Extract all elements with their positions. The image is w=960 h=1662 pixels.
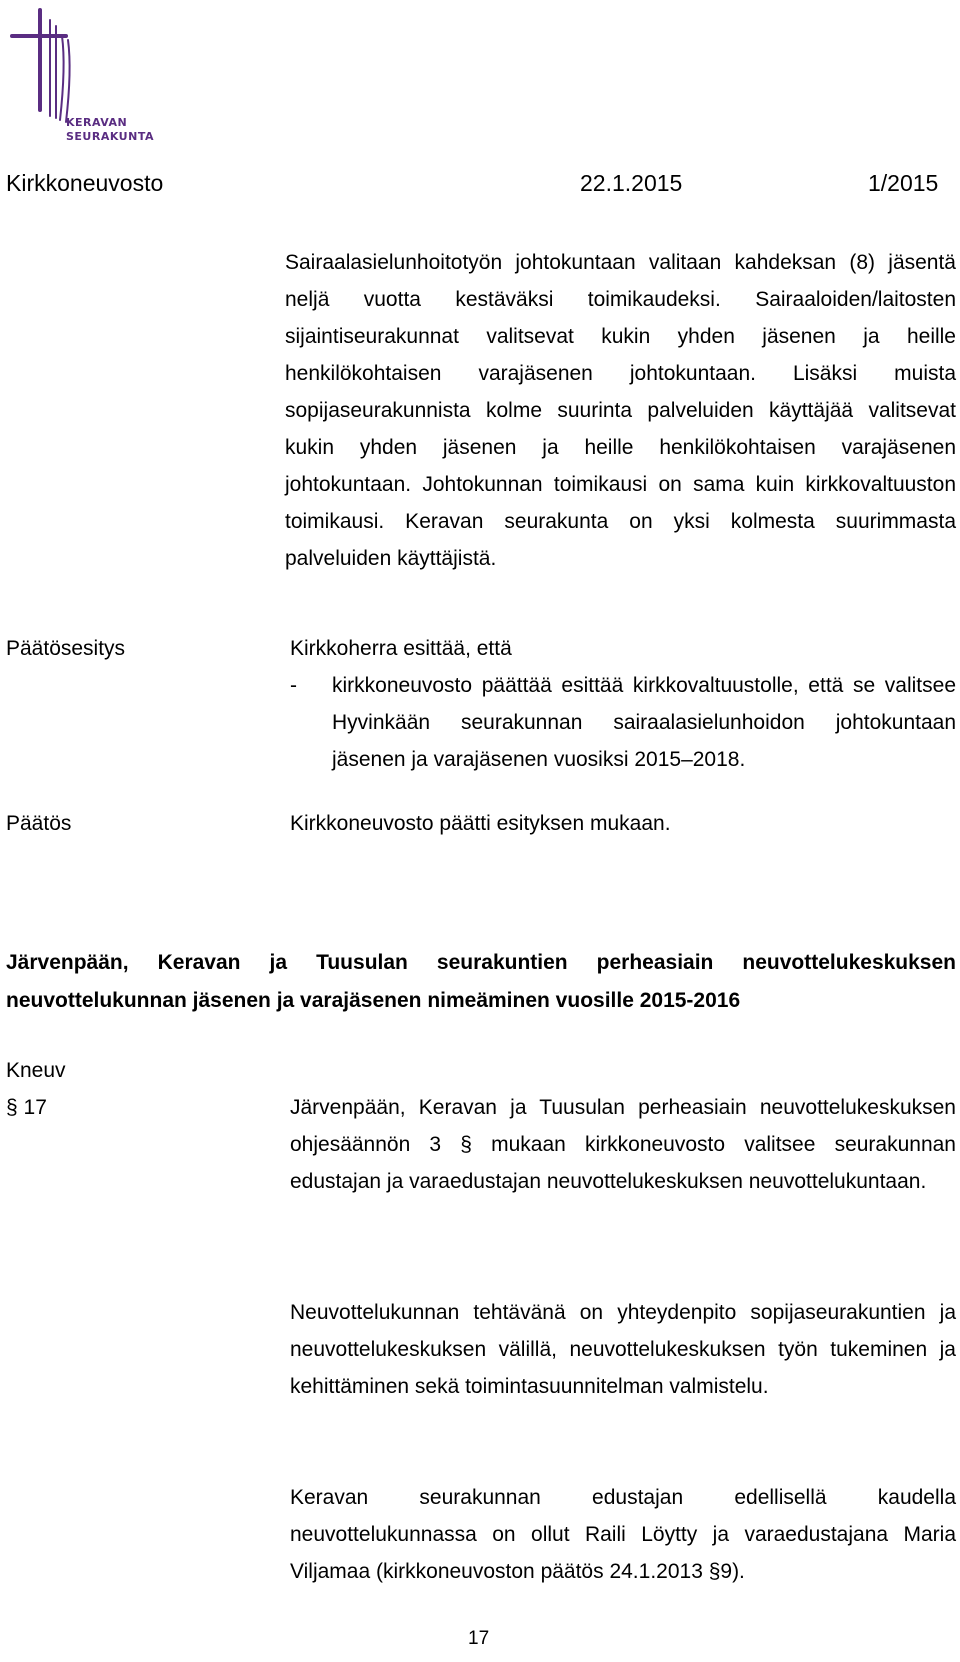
- page-number: 17: [468, 1628, 490, 1649]
- header-date: 22.1.2015: [580, 170, 683, 196]
- paragraph-2: Neuvottelukunnan tehtävänä on yhteydenpito sopijaseurakuntien ja neuvottelukeskuksen välillä, neuvottelukeskuksen työn tukeminen ja kehittäminen sekä toimintasuunnitelman valmistelu.: [290, 1301, 956, 1398]
- proposal-label: Päätösesitys: [6, 637, 126, 660]
- paragraph-3: Keravan seurakunnan edustajan edellisellä kaudella neuvottelukunnassa on ollut Raili Löytty ja varaedustajana Maria Viljamaa (kirkkoneuvoston päätös 24.1.2013 §9).: [290, 1486, 956, 1583]
- header-title: Kirkkoneuvosto: [6, 170, 164, 196]
- decision-text: Kirkkoneuvosto päätti esityksen mukaan.: [290, 812, 671, 835]
- paragraph-1: Järvenpään, Keravan ja Tuusulan perheasiain neuvottelukeskuksen ohjesäännön 3 § mukaan kirkkoneuvosto valitsee seurakunnan edustajan ja varaedustajan neuvottelukeskuksen neuvottelukuntaan.: [290, 1096, 956, 1193]
- logo-line-1: KERAVAN: [66, 116, 128, 129]
- decision-label: Päätös: [6, 812, 72, 835]
- proposal-intro: Kirkkoherra esittää, että: [290, 637, 512, 660]
- section-body-ref: Kneuv: [6, 1059, 66, 1082]
- section-title: Järvenpään, Keravan ja Tuusulan seurakuntien perheasiain neuvottelukeskuksen neuvottelukunnan jäsenen ja varajäsenen nimeäminen vuosille 2015-2016: [6, 951, 956, 1012]
- section-paragraph-ref: § 17: [6, 1096, 47, 1119]
- logo-line-2: SEURAKUNTA: [66, 130, 154, 143]
- parish-logo-text: [66, 116, 154, 144]
- header-number: 1/2015: [868, 170, 939, 196]
- proposal-item-text: kirkkoneuvosto päättää esittää kirkkovaltuustolle, että se valitsee Hyvinkään seurakunnan sairaalasielunhoidon johtokuntaan jäsenen ja varajäsenen vuosiksi 2015–2018.: [332, 674, 956, 771]
- intro-text: Sairaalasielunhoitotyön johtokuntaan valitaan kahdeksan (8) jäsentä neljä vuotta kestäväksi toimikaudeksi. Sairaaloiden/laitosten sijaintiseurakunnat valitsevat kukin yhden jäsenen ja heille henkilökohtaisen varajäsenen johtokuntaan. Lisäksi muista sopijaseurakunnista kolme suurinta palveluiden käyttäjää valitsevat kukin yhden jäsenen ja heille henkilökohtaisen varajäsenen johtokuntaan. Johtokunnan toimikausi on sama kuin kirkkovaltuuston toimikausi. Keravan seurakunta on yksi kolmesta suurimmasta palveluiden käyttäjistä.: [285, 251, 956, 570]
- proposal-dash: -: [290, 674, 297, 697]
- intro-paragraph: [285, 244, 956, 577]
